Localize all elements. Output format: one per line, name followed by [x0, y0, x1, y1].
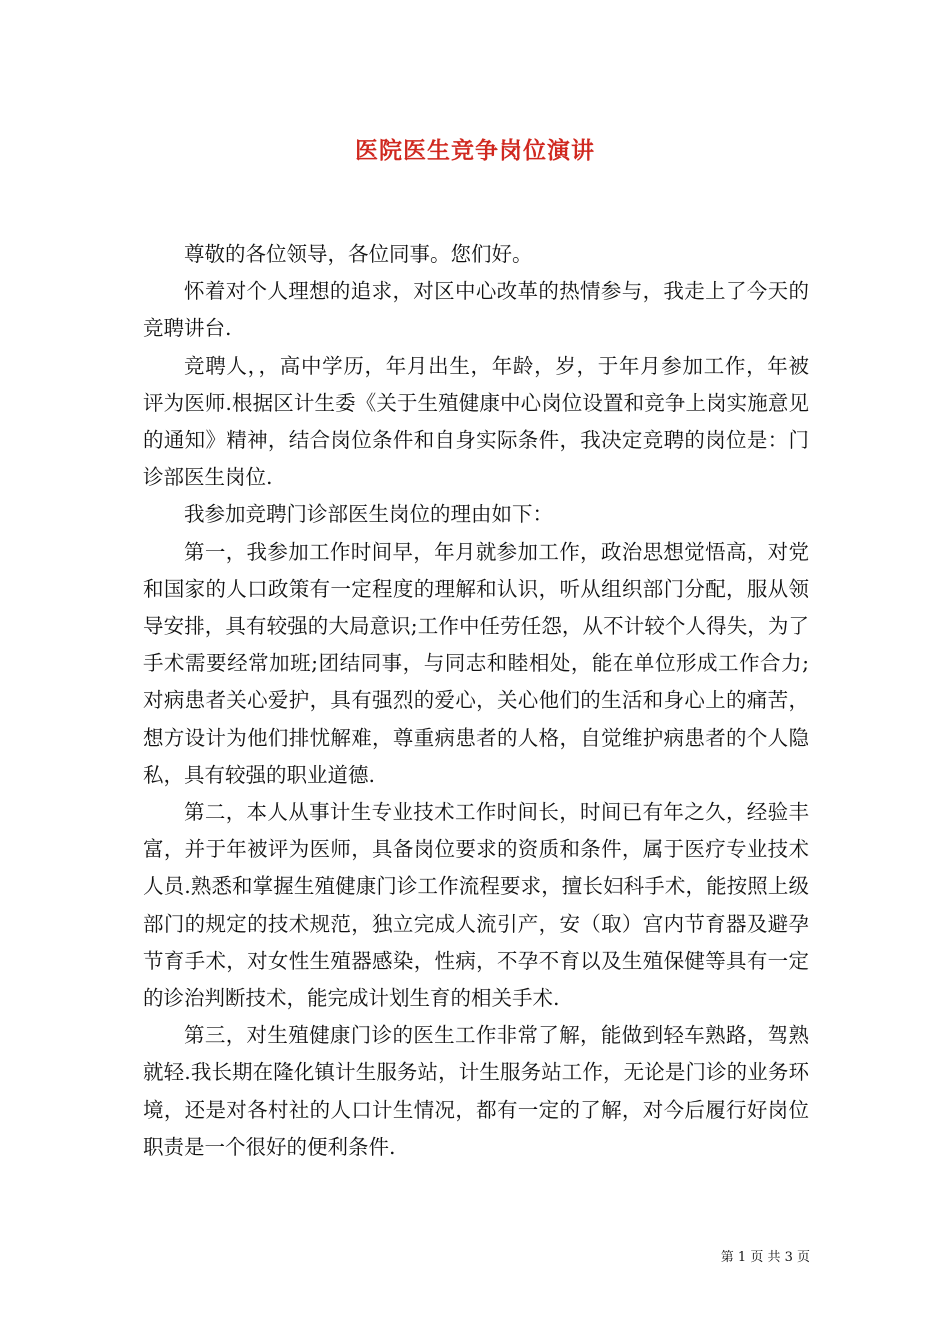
paragraph-profile: 竞聘人，，高中学历，年月出生，年龄，岁，于年月参加工作，年被评为医师.根据区计生委《关于生殖健康中心岗位设置和竞争上岗实施意见的通知》精神，结合岗位条件和自身实际条件，我决定竞聘的岗位是：门诊部医生岗位.	[143, 353, 809, 490]
paragraph-reason-second: 第二，本人从事计生专业技术工作时间长，时间已有年之久，经验丰富，并于年被评为医师，具备岗位要求的资质和条件，属于医疗专业技术人员.熟悉和掌握生殖健康门诊工作流程要求，擅长妇科手术，能按照上级部门的规定的技术规范，独立完成人流引产，安（取）宫内节育器及避孕节育手术，对女性生殖器感染，性病，不孕不育以及生殖保健等具有一定的诊治判断技术，能完成计划生育的相关手术.	[143, 800, 809, 1011]
paragraph-reason-third: 第三，对生殖健康门诊的医生工作非常了解，能做到轻车熟路，驾熟就轻.我长期在隆化镇计生服务站，计生服务站工作，无论是门诊的业务环境，还是对各村社的人口计生情况，都有一定的了解，对今后履行好岗位职责是一个很好的便利条件.	[143, 1023, 809, 1159]
paragraph-intro: 怀着对个人理想的追求，对区中心改革的热情参与，我走上了今天的竞聘讲台.	[143, 279, 809, 341]
page-number: 第 1 页 共 3 页	[720, 1250, 810, 1265]
document-body	[143, 236, 809, 1166]
paragraph-reason-first: 第一，我参加工作时间早，年月就参加工作，政治思想觉悟高，对党和国家的人口政策有一定程度的理解和认识，听从组织部门分配，服从领导安排，具有较强的大局意识;工作中任劳任怨，从不计较个人得失，为了手术需要经常加班;团结同事，与同志和睦相处，能在单位形成工作合力;对病患者关心爱护，具有强烈的爱心，关心他们的生活和身心上的痛苦，想方设计为他们排忧解难，尊重病患者的人格，自觉维护病患者的个人隐私，具有较强的职业道德.	[143, 539, 809, 787]
document-title: 医院医生竞争岗位演讲	[355, 137, 595, 164]
paragraph-reasons-heading: 我参加竞聘门诊部医生岗位的理由如下：	[184, 502, 553, 527]
paragraph-greeting: 尊敬的各位领导，各位同事。您们好。	[184, 242, 533, 266]
